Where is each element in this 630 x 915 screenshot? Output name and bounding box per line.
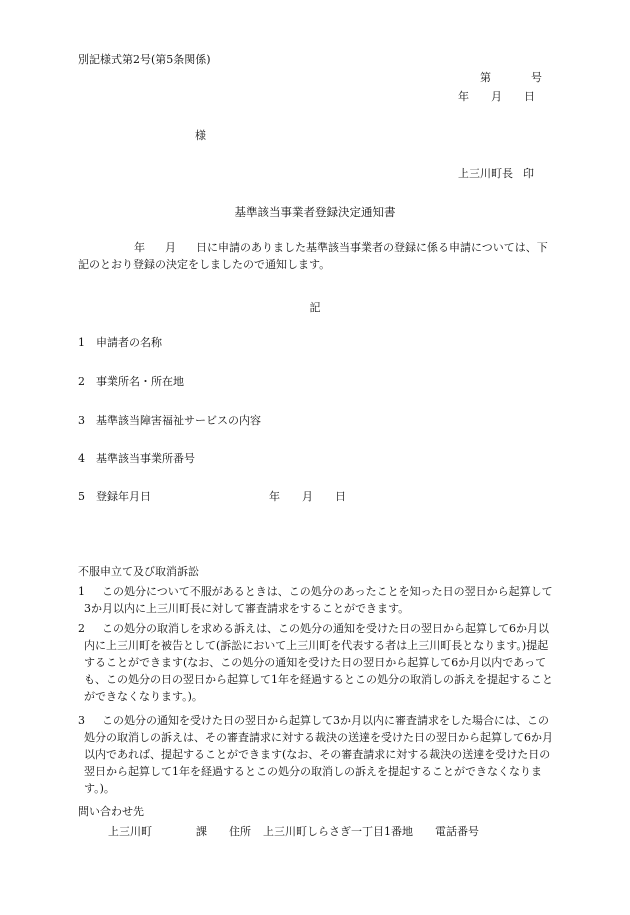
item-label: 事業所名・所在地: [96, 375, 184, 388]
appeal-heading: 不服申立て及び取消訴訟: [78, 565, 199, 578]
document-date: [458, 90, 535, 105]
intro-year: 年: [134, 241, 145, 254]
contact-line: [108, 825, 479, 840]
ki-heading: 記: [309, 301, 321, 314]
paragraph-number: 1: [78, 585, 85, 598]
paragraph-number: 2: [78, 622, 85, 635]
issuer-seal: 印: [523, 167, 534, 180]
document-date-day: 日: [524, 90, 535, 103]
item-registration-date: [78, 490, 346, 505]
document-date-year: 年: [458, 90, 469, 103]
registration-month: 月: [302, 490, 313, 503]
registration-year: 年: [269, 490, 280, 503]
paragraph-text: この処分について不服があるときは、この処分のあったことを知った日の翌日から起算して3か月以内に上三川町長に対して審査請求をすることができます。: [84, 585, 553, 616]
document-number: [480, 71, 542, 86]
intro-month: 月: [165, 241, 176, 254]
contact-address: 上三川町しらさぎ一丁目1番地: [263, 825, 413, 838]
contact-town: 上三川町: [108, 825, 152, 838]
document-number-prefix: 第: [480, 71, 491, 84]
issuer-name: 上三川町長: [458, 167, 513, 180]
registration-date-fields: [269, 490, 346, 505]
appeal-paragraph-1: [78, 583, 556, 617]
document-date-month: 月: [491, 90, 502, 103]
document-title: 基準該当事業者登録決定通知書: [234, 205, 396, 219]
item-office-number: [78, 452, 195, 467]
item-office-location: [78, 375, 184, 390]
item-applicant-name: [78, 336, 162, 351]
item-label: 基準該当事業所番号: [96, 452, 195, 465]
item-number: 5: [78, 490, 85, 503]
issuer: [458, 167, 534, 182]
item-number: 4: [78, 452, 85, 465]
appeal-paragraph-2: [78, 620, 556, 705]
contact-phone-label: 電話番号: [435, 825, 479, 838]
item-label: 申請者の名称: [96, 336, 162, 349]
intro-text: 日に申請のありました基準該当事業者の登録に係る申請については、下記のとおり登録の決定をしましたので通知します。: [78, 241, 548, 271]
paragraph-text: この処分の取消しを求める訴えは、この処分の通知を受けた日の翌日から起算して6か月以内に上三川町を被告として(訴訟において上三川町を代表する者は上三川町長となります。)提起することができます(なお、この処分の通知を受けた日の翌日から起算して6か月以内であっても、この処分の日の翌日から起算して1年を経過するとこの処分の取消しの訴えを提起することができなくなります。)。: [84, 622, 553, 704]
paragraph-text: この処分の通知を受けた日の翌日から起算して3か月以内に審査請求をした場合には、この処分の取消しの訴えは、その審査請求に対する裁決の送達を受けた日の翌日から起算して6か月以内であれば、提起することができます(なお、その審査請求に対する裁決の送達を受けた日の翌日から起算して1年を経過するとこの処分の取消しの訴えを提起することができなくなります。)。: [84, 714, 553, 796]
item-number: 3: [78, 414, 85, 427]
item-number: 1: [78, 336, 85, 349]
intro-paragraph: [78, 240, 553, 273]
addressee-honorific: 様: [195, 129, 206, 142]
appeal-paragraph-3: [78, 712, 556, 797]
registration-day: 日: [335, 490, 346, 503]
item-label: 基準該当障害福祉サービスの内容: [96, 414, 261, 427]
contact-address-label: 住所: [229, 825, 251, 838]
document-number-suffix: 号: [531, 71, 542, 84]
item-label: 登録年月日: [96, 490, 151, 503]
item-service-content: [78, 414, 261, 429]
form-label: 別記様式第2号(第5条関係): [78, 53, 211, 66]
paragraph-number: 3: [78, 714, 85, 727]
contact-heading: 問い合わせ先: [78, 805, 144, 818]
item-number: 2: [78, 375, 85, 388]
contact-section: 課: [196, 825, 207, 838]
